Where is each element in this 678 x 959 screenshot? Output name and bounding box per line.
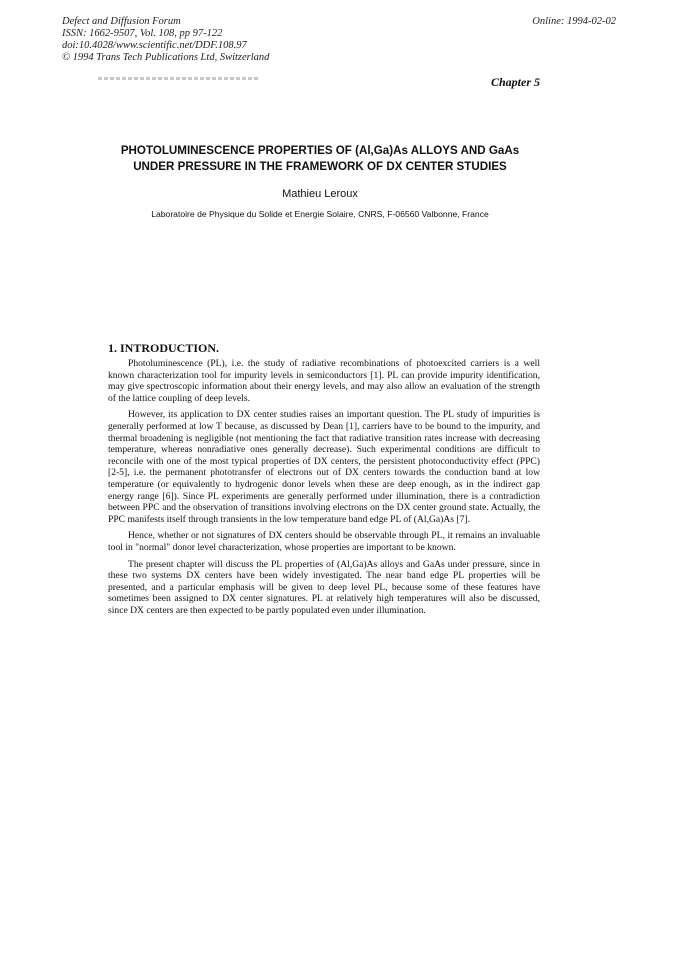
copyright-line: © 1994 Trans Tech Publications Ltd, Switzerland bbox=[62, 52, 270, 63]
online-date: Online: 1994-02-02 bbox=[532, 16, 616, 27]
issn-line: ISSN: 1662-9507, Vol. 108, pp 97-122 bbox=[62, 28, 223, 39]
paragraph: Hence, whether or not signatures of DX centers should be observable through PL, it remains an invaluable tool in "normal" donor level characterization, whose properties are important to be known. bbox=[108, 530, 540, 553]
paragraph: However, its application to DX center studies raises an important question. The PL study of impurities is generally performed at low T because, as discussed by Dean [1], carriers have to be bound to the impurity, and thermal broadening is negligible (not mentioning the fact that radiative transition rates increase with decreasing temperature, whereas nonradiative ones generally decrease). Such experimental conditions are difficult to reconcile with one of the most typical properties of DX centers, the persistent photoconductivity effect (PPC) [2-5], i.e. the permanent phototransfer of electrons out of DX centers towards the conduction band at low temperature (or equivalently to hydrogenic donor levels when these are deep enough, as in the indirect gap energy range [6]). Since PL experiments are generally performed under illumination, there is a contradiction between PPC and the observation of transitions involving electrons on the DX center ground state. Actually, the PPC manifests itself through transients in the low temperature band edge PL of (Al,Ga)As [7]. bbox=[108, 409, 540, 525]
journal-meta bbox=[62, 16, 269, 64]
paragraph: Photoluminescence (PL), i.e. the study of radiative recombinations of photoexcited carriers is a well known characterization tool for impurity levels in semiconductors [1]. PL can provide impurity identification, may give spectroscopic information about their energy levels, and may also allow an evaluation of the strength of the lattice coupling of deep levels. bbox=[108, 358, 540, 404]
faded-print-artifact bbox=[98, 77, 258, 80]
journal-name: Defect and Diffusion Forum bbox=[62, 16, 181, 27]
affiliation: Laboratoire de Physique du Solide et Energie Solaire, CNRS, F-06560 Valbonne, France bbox=[151, 209, 489, 219]
doi-line: doi:10.4028/www.scientific.net/DDF.108.97 bbox=[62, 40, 247, 51]
body-text bbox=[108, 358, 540, 621]
paragraph: The present chapter will discuss the PL properties of (Al,Ga)As alloys and GaAs under pressure, since in these two systems DX centers have been widely investigated. The near band edge PL properties will be presented, and a particular emphasis will be given to deep level PL, because some of these features have sometimes been assigned to DX center signatures. PL at relatively high temperatures will also be discussed, since DX centers are then expected to be partly populated even under illumination. bbox=[108, 558, 540, 616]
section-heading: 1. INTRODUCTION. bbox=[108, 341, 220, 355]
title-line-1: PHOTOLUMINESCENCE PROPERTIES OF (Al,Ga)As ALLOYS AND GaAs bbox=[120, 144, 520, 157]
author-name: Mathieu Leroux bbox=[282, 188, 358, 200]
title-line-2: UNDER PRESSURE IN THE FRAMEWORK OF DX CENTER STUDIES bbox=[133, 160, 507, 173]
chapter-label: Chapter 5 bbox=[490, 75, 540, 89]
paper-title bbox=[100, 143, 540, 175]
